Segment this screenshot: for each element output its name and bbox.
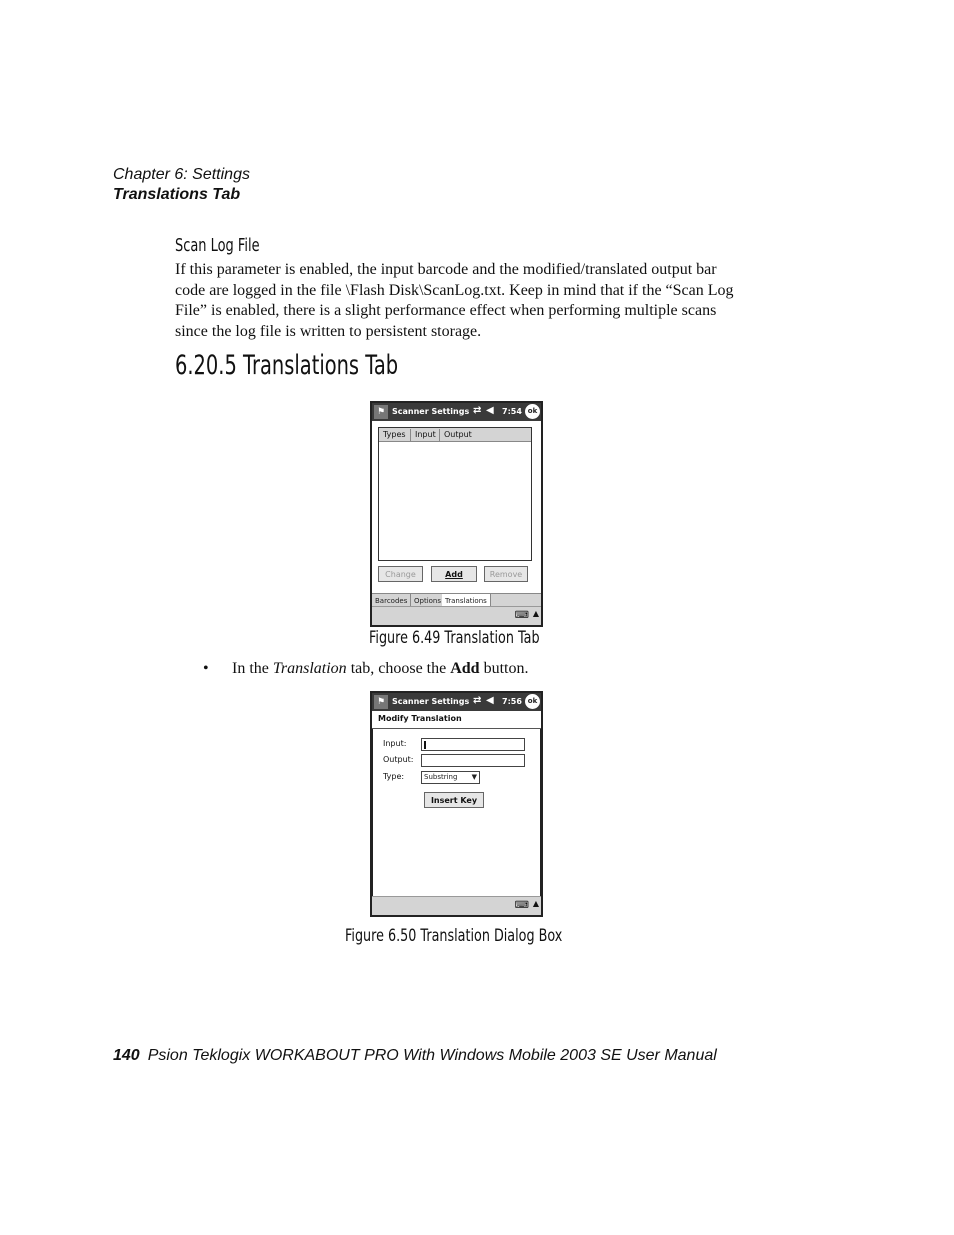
text-caret: [424, 741, 426, 749]
figure-caption-6-49: Figure 6.49 Translation Tab: [369, 628, 540, 648]
title-bar: [372, 403, 541, 421]
column-types[interactable]: Types: [379, 429, 411, 441]
page-footer: [113, 1047, 717, 1065]
tab-barcodes[interactable]: Barcodes: [372, 594, 411, 609]
translation-tab-screenshot: [370, 401, 543, 627]
figure-caption-6-50: Figure 6.50 Translation Dialog Box: [345, 926, 563, 946]
type-select-value: Substring: [424, 773, 458, 781]
running-header-section: Translations Tab: [113, 186, 241, 203]
page-number: 140: [113, 1047, 140, 1064]
scan-log-paragraph: If this parameter is enabled, the input barcode and the modified/translated output bar code are logged in the file \Flash Disk\ScanLog.txt. Keep in mind that if the “Scan Log File” is enabled, there is a slight performance effect when performing multiple scans since the log file is written to persistent storage.: [175, 261, 734, 340]
keyboard-icon[interactable]: ⌨: [514, 900, 529, 911]
keyboard-icon[interactable]: ⌨: [514, 610, 529, 621]
input-field[interactable]: [421, 738, 525, 751]
ok-button[interactable]: ok: [525, 694, 540, 709]
tab-translations[interactable]: Translations: [442, 593, 491, 610]
type-label: Type:: [383, 772, 405, 781]
command-bar: [372, 606, 541, 625]
input-panel-arrow-icon[interactable]: ▲: [532, 609, 539, 618]
column-output[interactable]: Output: [444, 430, 472, 439]
clock[interactable]: 7:56: [502, 697, 522, 706]
running-header-chapter: Chapter 6: Settings: [113, 166, 250, 183]
translation-dialog-screenshot: [370, 691, 543, 917]
signal-arrows-icon[interactable]: ⇄: [473, 695, 482, 706]
column-input[interactable]: Input: [411, 429, 440, 441]
footer-title: Psion Teklogix WORKABOUT PRO With Windows Mobile 2003 SE User Manual: [147, 1047, 717, 1064]
bullet-instruction: [232, 660, 528, 678]
list-header: [379, 428, 531, 442]
bullet-text-middle: tab, choose the: [346, 660, 451, 677]
subheading-scan-log-file: Scan Log File: [175, 235, 260, 256]
windows-flag-icon[interactable]: ⚑: [374, 695, 388, 709]
input-panel-arrow-icon[interactable]: ▲: [532, 899, 539, 908]
clock[interactable]: 7:54: [502, 407, 522, 416]
section-heading: 6.20.5 Translations Tab: [175, 350, 399, 381]
speaker-icon[interactable]: ◀: [486, 405, 494, 416]
command-bar: [372, 896, 541, 915]
tab-options[interactable]: Options: [411, 594, 445, 609]
speaker-icon[interactable]: ◀: [486, 695, 494, 706]
remove-button[interactable]: Remove: [484, 566, 528, 582]
title-bar: [372, 693, 541, 711]
dialog-title: Modify Translation: [378, 714, 462, 723]
bullet-text-before: In the: [232, 660, 273, 677]
add-button[interactable]: Add: [431, 566, 477, 582]
windows-flag-icon[interactable]: ⚑: [374, 405, 388, 419]
window-title: Scanner Settings: [392, 407, 470, 416]
window-title: Scanner Settings: [392, 697, 470, 706]
output-field[interactable]: [421, 754, 525, 767]
signal-arrows-icon[interactable]: ⇄: [473, 405, 482, 416]
bullet-text-bold: Add: [450, 660, 480, 677]
ok-button[interactable]: ok: [525, 404, 540, 419]
type-select[interactable]: [421, 771, 480, 784]
translations-list[interactable]: [378, 427, 532, 561]
insert-key-button[interactable]: Insert Key: [424, 792, 484, 808]
input-label: Input:: [383, 739, 407, 748]
bullet-text-after: button.: [479, 660, 529, 677]
chevron-down-icon[interactable]: ▼: [471, 773, 477, 781]
output-label: Output:: [383, 755, 414, 764]
bullet-text-italic: Translation: [272, 660, 347, 677]
change-button[interactable]: Change: [378, 566, 423, 582]
bullet-icon: •: [203, 660, 209, 677]
